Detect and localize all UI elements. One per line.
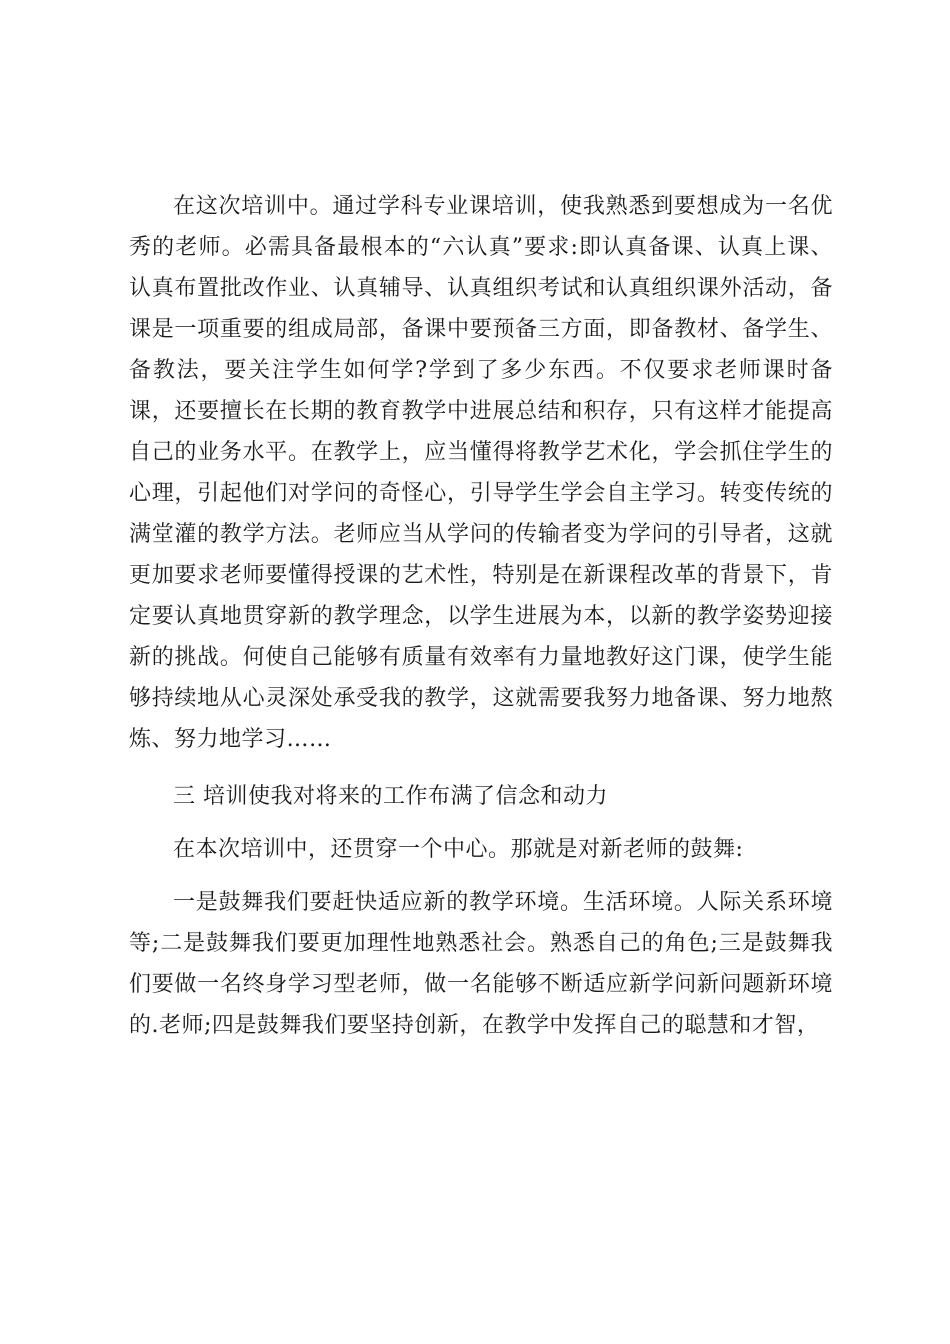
document-body xyxy=(129,186,833,1062)
section-heading-three: 三 培训使我对将来的工作布满了信念和动力 xyxy=(173,784,608,809)
paragraph-training-requirements: 在这次培训中。通过学科专业课培训，使我熟悉到要想成为一名优秀的老师。必需具备最根本的“六认真”要求:即认真备课、认真上课、认真布置批改作业、认真辅导、认真组织考试和认真组织课外活动，备课是一项重要的组成局部，备课中要预备三方面，即备教材、备学生、备教法，要关注学生如何学?学到了多少东西。不仅要求老师课时备课，还要擅长在长期的教育教学中进展总结和积存，只有这样才能提高自己的业务水平。在教学上，应当懂得将教学艺术化，学会抓住学生的心理，引起他们对学问的奇怪心，引导学生学会自主学习。转变传统的满堂灌的教学方法。老师应当从学问的传输者变为学问的引导者，这就更加要求老师要懂得授课的艺术性，特别是在新课程改革的背景下，肯定要认真地贯穿新的教学理念，以学生进展为本，以新的教学姿势迎接新的挑战。何使自己能够有质量有效率有力量地教好这门课，使学生能够持续地从心灵深处承受我的教学，这就需要我努力地备课、努力地熬炼、努力地学习…… xyxy=(129,194,833,752)
paragraph-encouragements: 一是鼓舞我们要赶快适应新的教学环境。生活环境。人际关系环境等;二是鼓舞我们要更加理性地熟悉社会。熟悉自己的角色;三是鼓舞我们要做一名终身学习型老师，做一名能够不断适应新学问新问题新环境的.老师;四是鼓舞我们要坚持创新，在教学中发挥自己的聪慧和才智， xyxy=(129,890,833,1038)
paragraph-training-center: 在本次培训中，还贯穿一个中心。那就是对新老师的鼓舞: xyxy=(173,837,744,862)
